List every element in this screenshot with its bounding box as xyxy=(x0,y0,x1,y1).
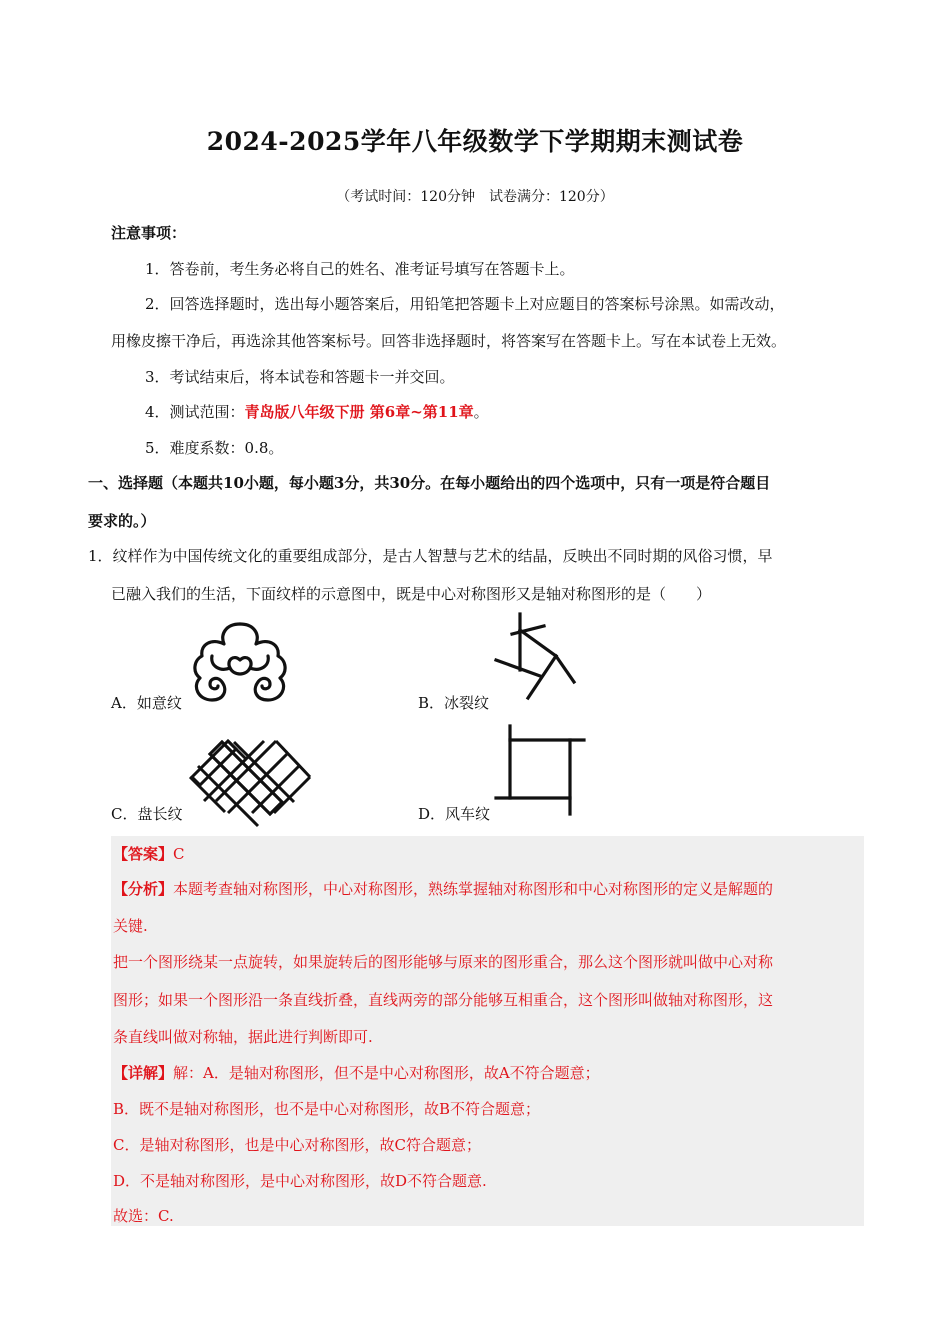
detail-line-5: 故选：C. xyxy=(113,1207,174,1225)
ice-crack-pattern-icon xyxy=(492,612,584,702)
option-a: A．如意纹 xyxy=(111,694,182,712)
section-heading-line-2: 要求的。） xyxy=(88,512,156,530)
page-title: 2024-2025学年八年级数学下学期期末测试卷 xyxy=(206,127,744,156)
notice-item-2-line-1: 2．回答选择题时，选出每小题答案后，用铅笔把答题卡上对应题目的答案标号涂黑。如需改动， xyxy=(145,295,785,313)
detail-line-2: B．既不是轴对称图形，也不是中心对称图形，故B不符合题意； xyxy=(113,1100,541,1118)
section-heading-line-1: 一、选择题（本题共10小题，每小题3分，共30分。在每小题给出的四个选项中，只有一项是符合题目 xyxy=(88,474,771,492)
analysis-line-2: 关键. xyxy=(113,917,148,935)
notice-item-3: 3．考试结束后，将本试卷和答题卡一并交回。 xyxy=(145,368,455,386)
detail-line-4: D．不是轴对称图形，是中心对称图形，故D不符合题意. xyxy=(113,1172,487,1190)
notice-item-4-prefix: 4．测试范围： xyxy=(145,403,245,421)
detail-line-3: C．是轴对称图形，也是中心对称图形，故C符合题意； xyxy=(113,1136,481,1154)
answer-value: C xyxy=(173,845,185,863)
question-stem-line-2: 已融入我们的生活，下面纹样的示意图中，既是中心对称图形又是轴对称图形的是（ ） xyxy=(111,585,712,603)
option-c: C．盘长纹 xyxy=(111,805,183,823)
notice-heading: 注意事项： xyxy=(111,224,187,242)
analysis-tag: 【分析】 xyxy=(113,880,174,898)
notice-item-4 xyxy=(145,401,489,422)
ruyi-pattern-icon xyxy=(190,620,290,702)
pinwheel-pattern-icon xyxy=(494,724,586,816)
detail-tag: 【详解】 xyxy=(113,1064,174,1082)
notice-item-4-suffix: 。 xyxy=(473,403,489,421)
analysis-line-4: 图形；如果一个图形沿一条直线折叠，直线两旁的部分能够互相重合，这个图形叫做轴对称图形，这 xyxy=(113,991,774,1009)
notice-item-2-line-2: 用橡皮擦干净后，再选涂其他答案标号。回答非选择题时，将答案写在答题卡上。写在本试卷上无效。 xyxy=(111,332,787,350)
analysis-line-1: 【分析】本题考查轴对称图形，中心对称图形，熟练掌握轴对称图形和中心对称图形的定义是解题的 xyxy=(113,880,774,898)
notice-item-5: 5．难度系数：0.8。 xyxy=(145,439,284,457)
panchang-knot-pattern-icon xyxy=(188,740,312,814)
analysis-line-5: 条直线叫做对称轴，据此进行判断即可. xyxy=(113,1028,373,1046)
question-stem-line-1: 1．纹样作为中国传统文化的重要组成部分，是古人智慧与艺术的结晶，反映出不同时期的风俗习惯，早 xyxy=(88,547,773,565)
answer-line xyxy=(113,843,185,864)
notice-item-1: 1．答卷前，考生务必将自己的姓名、准考证号填写在答题卡上。 xyxy=(145,260,575,278)
detail-line-1: 【详解】解：A．是轴对称图形，但不是中心对称图形，故A不符合题意； xyxy=(113,1064,600,1082)
option-d: D．风车纹 xyxy=(418,805,491,823)
answer-tag: 【答案】 xyxy=(113,845,174,863)
test-range: 青岛版八年级下册 第6章~第11章 xyxy=(244,403,474,421)
option-b: B．冰裂纹 xyxy=(418,694,490,712)
analysis-line-3: 把一个图形绕某一点旋转，如果旋转后的图形能够与原来的图形重合，那么这个图形就叫做中心对称 xyxy=(113,953,774,971)
exam-info: （考试时间：120分钟 试卷满分：120分） xyxy=(336,189,614,205)
